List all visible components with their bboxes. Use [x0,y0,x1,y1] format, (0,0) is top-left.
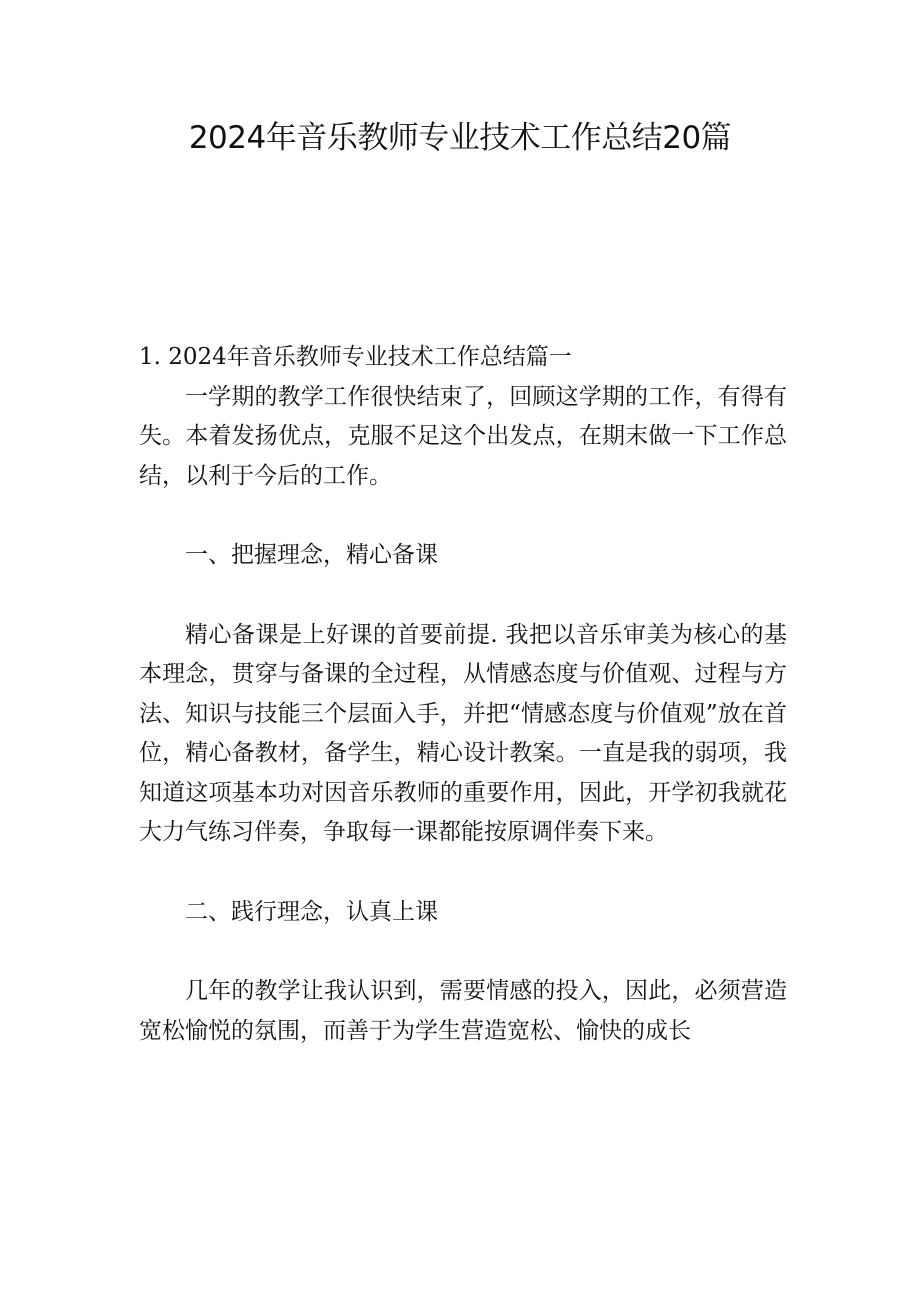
section-1-body: 精心备课是上好课的首要前提. 我把以音乐审美为核心的基本理念，贯穿与备课的全过程，从情感态度与价值观、过程与方法、知识与技能三个层面入手，并把“情感态度与价值观”放在首位，精心备教材，备学生，精心设计教案。一直是我的弱项，我知道这项基本功对因音乐教师的重要作用，因此，开学初我就花大力气练习伴奏，争取每一课都能按原调伴奏下来。 [139,621,787,845]
section-2-heading: 二、践行理念，认真上课 [185,898,438,925]
section-1-heading: 一、把握理念，精心备课 [185,542,438,568]
section-2-body: 几年的教学让我认识到，需要情感的投入，因此，必须营造宽松愉悦的氛围，而善于为学生营造宽松、愉快的成长 [139,978,787,1044]
intro-paragraph: 一学期的教学工作很快结束了，回顾这学期的工作，有得有失。本着发扬优点，克服不足这个出发点，在期末做一下工作总结，以利于今后的工作。 [139,383,787,489]
document-title: 2024年音乐教师专业技术工作总结20篇 [188,120,732,156]
document-body [139,338,787,1051]
article-heading: 1. 2024年音乐教师专业技术工作总结篇一 [139,344,572,370]
